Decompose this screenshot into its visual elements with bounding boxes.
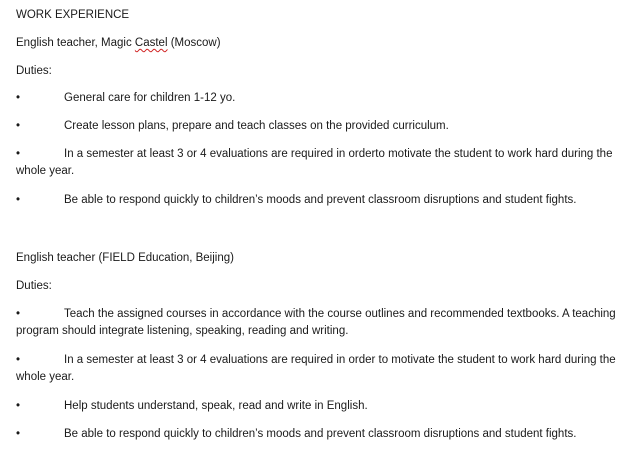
duty-text: Be able to respond quickly to children’s moods and prevent classroom disruptions and student fights. <box>64 428 577 440</box>
list-item <box>16 398 616 415</box>
duty-text: General care for children 1-12 yo. <box>64 92 236 104</box>
list-item <box>16 146 616 180</box>
duty-text: Create lesson plans, prepare and teach classes on the provided curriculum. <box>64 120 449 132</box>
duty-text: Be able to respond quickly to children’s moods and prevent classroom disruptions and student fights. <box>64 194 577 206</box>
list-item <box>16 118 616 135</box>
bullet-icon: • <box>16 308 21 320</box>
bullet-icon: • <box>16 354 21 366</box>
list-item <box>16 192 616 209</box>
bullet-icon: • <box>16 148 21 160</box>
list-item <box>16 306 616 340</box>
duty-text: Teach the assigned courses in accordance with the course outlines and recommended textbooks. A teaching program should integrate listening, speaking, reading and writing. <box>16 308 616 337</box>
job-title-1 <box>16 36 221 50</box>
duty-text: In a semester at least 3 or 4 evaluations are required in order to motivate the student to work hard during the whole year. <box>16 354 616 383</box>
bullet-icon: • <box>16 120 21 132</box>
section-heading: WORK EXPERIENCE <box>16 9 130 21</box>
duty-text: Help students understand, speak, read and write in English. <box>64 400 368 412</box>
bullet-icon: • <box>16 428 21 440</box>
list-item <box>16 426 616 443</box>
duty-text: In a semester at least 3 or 4 evaluations are required in orderto motivate the student to work hard during the whole year. <box>16 148 613 177</box>
bullet-icon: • <box>16 194 21 206</box>
list-item <box>16 352 616 386</box>
bullet-icon: • <box>16 400 21 412</box>
bullet-icon: • <box>16 92 21 104</box>
duties-label-1: Duties: <box>16 65 52 77</box>
job-title-1-suffix: (Moscow) <box>167 37 221 49</box>
misspelled-word: Castel <box>134 37 168 49</box>
duties-label-2: Duties: <box>16 280 52 292</box>
list-item <box>16 90 616 107</box>
job-title-1-prefix: English teacher, Magic <box>16 37 135 49</box>
job-title-2: English teacher (FIELD Education, Beijing) <box>16 252 234 264</box>
